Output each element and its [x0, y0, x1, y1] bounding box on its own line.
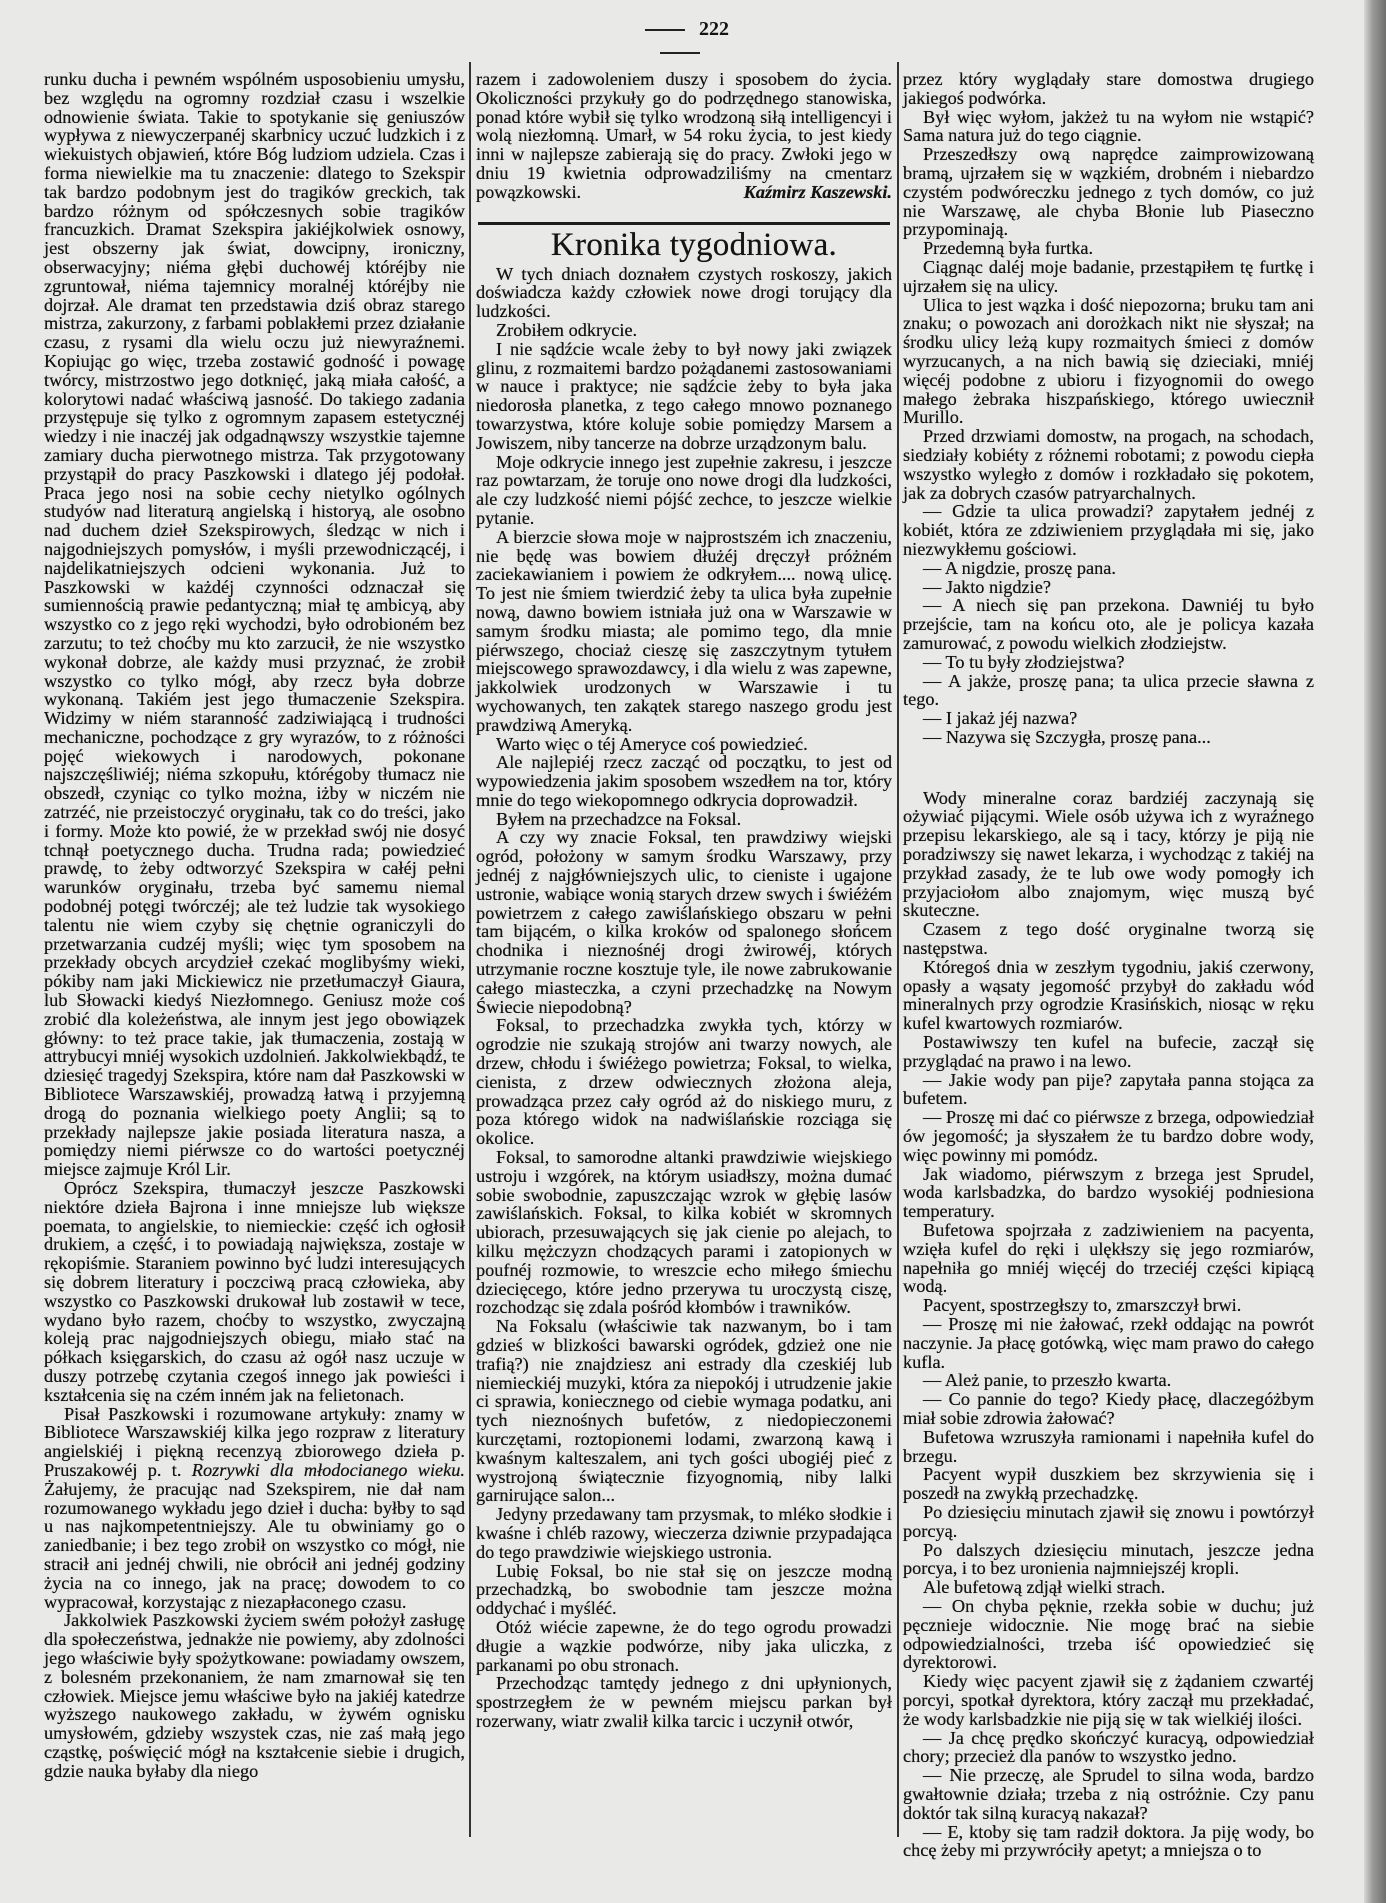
column-3 [903, 70, 1314, 1860]
section-heading: Kronika tygodniowa. [550, 226, 838, 263]
paragraph: Po dalszych dziesięciu minutach, jeszcze jedna porcya, i to bez uronienia najmniejszéj kropli. [903, 1539, 1314, 1579]
paragraph: Czasem z tego dość oryginalne tworzą się następstwa. [903, 919, 1314, 959]
paragraph: Był więc wyłom, jakżeż tu na wyłom nie wstąpić? Sama natura już do tego ciągnie. [903, 106, 1314, 146]
paragraph: Przechodząc tamtędy jednego z dni upłynionych, spostrzegłem że w pewném miejscu parkan był rozerwany, wiatr zwalił kilka tarcic i uczynił otwór, [476, 1673, 892, 1731]
paragraph: — Ależ panie, to przeszło kwarta. [923, 1370, 1172, 1391]
paragraph: — Ja chcę prędko skończyć kuracyą, odpowiedział chory; przecież dla panów to wszystko jedno. [903, 1727, 1314, 1767]
paragraph: — Proszę mi nie żałować, rzekł oddając na powrót naczynie. Ja płacę gotówką, więc mam prawo do całego kufla. [903, 1314, 1314, 1372]
chronicle-text [476, 265, 892, 1731]
paragraph: Foksal, to przechadzka zwykła tych, którzy w ogrodzie nie szukają strojów ani twarzy nowych, ale drzew, chłodu i świéżego powietrza; Foksal, to wielka, cienista, z drzew odwiecznych złożona aleja, prowadząca przez cały ogród aż do niskiego muru, z poza którego widok na nadwiślańskie rozciąga się okolice. [476, 1015, 892, 1149]
mineral-waters-story [903, 789, 1314, 1860]
paragraph: — A jakże, proszę pana; ta ulica przecie sławna z tego. [903, 670, 1314, 710]
paragraph: Jedyny przedawany tam przysmak, to mléko słodkie i kwaśne i chléb razowy, wieczerza dziwnie przypadająca do tego prawdziwie wiejskiego ustronia. [476, 1504, 892, 1562]
paragraph [44, 1405, 465, 1612]
author-signature: Kaźmirz Kaszewski. [743, 181, 892, 202]
page-number: 222 [600, 18, 760, 64]
paragraph: — Jakto nigdzie? [923, 576, 1051, 597]
text: Pisał Paszkowski i rozumowane artykuły: znamy w Bibliotece Warszawskiéj kilka jego rozpraw z literatury angielskiéj i piękną recenzyą zbiorowego dzieła p. Pruszakowéj p. t. [44, 1403, 465, 1480]
paragraph: Przeszedłszy ową naprędce zaimprowizowaną bramą, ujrzałem się w wązkiém, drobném i niebardzo czystém podwóreczku jednego z tych domów, co już nie Warszawę, ale chyba Błonie lub Piaseczno przypominają. [903, 144, 1314, 240]
paragraph: W tych dniach doznałem czystych roskoszy, jakich doświadcza każdy człowiek nowe drogi torujący dla ludzkości. [476, 263, 892, 322]
paragraph: Otóż wiécie zapewne, że do tego ogrodu prowadzi długie a wązkie podwórze, niby jaka uliczka, z parkanami po obu stronach. [476, 1616, 892, 1675]
paragraph: Ciągnąc daléj moje badanie, przestąpiłem tę furtkę i ujrzałem się na ulicy. [903, 256, 1314, 296]
paragraph: Jakkolwiek Paszkowski życiem swém położył zasługę dla społeczeństwa, jednakże nie powiemy, aby zdolności jego właściwie były spożytkowane: powiadamy owszem, z bolesném przekonaniem, że nam zmarnował się ten człowiek. Miejsce jemu właściwe było na jakiéj katedrze wyższego naukowego zakładu, w żywém ognisku umysłowém, gdzieby wszystek czas, nie zaś małą jego cząstkę, poświęcić mógł na kształcenie siebie i drugich, gdzie nauka byłaby dla niego [44, 1610, 465, 1781]
paragraph: Byłem na przechadzce na Foksal. [496, 808, 742, 829]
obituary-ending [476, 70, 892, 202]
column-divider [897, 62, 899, 1837]
paragraph: runku ducha i pewném wspólném usposobieniu umysłu, bez względu na ogromny rozdział czasu i wszelkie odnowienie świata. Takie to spotykanie się geniuszów wypływa z niewyczerpanéj skarbnicy uczuć ludzkich i z wiekuistych objawień, które Bóg ludziom udziela. Czas i forma niewielkie ma tu znaczenie: dlatego to Szekspir tak bardzo podobnym jest do tragików greckich, tak bardzo różnym od spółczesnych sobie tragików francuzkich. Dramat Szekspira jakiéjkolwiek osnowy, jest obszerny jak świat, dowcipny, ironiczny, obserwacyjny; niéma głębi duchowéj któréjby nie zgruntował, niéma tajemnicy moralnéj któréjby nie dojrzał. Ale dramat ten przedstawia dziś obraz starego mistrza, zakurzony, z farbami poblakłemi przez działanie czasu, z rysami dla wielu oczu już niewyraźnemi. Kopiując go więc, trzeba zostawić godność i powagę twórcy, mistrzostwo jego dotknięć, jaką miała całość, a kolorytowi nadać właściwą jasność. Do takiego zadania przystępuje się tylko z ogromnym zapasem estetycznéj wiedzy i nie inaczéj jak odgadnąwszy wszystkie tajemne zamiary ducha pierwotnego mistrza. Tak przygotowany przystąpił do pracy Paszkowski i dlatego jéj podołał. Praca jego nosi na sobie cechy nietylko ogólnych studyów nad literaturą angielską i historyą, ale osobno nad duchem dzieł Szekspirowych, śledząc w nich i najgodniejszych pomysłów, i myśli przewodniczącéj, i najdelikatniejszych odcieni wykonania. Już to Paszkowski w każdéj czynności odznaczał się sumiennością prawie pedantyczną; miał tę ambicyą, aby wszystko co z jego ręki wychodzi, było odrobioném bez zarzutu; to też choćby mu kto zarzucił, że nie wszystko wykonał dobrze, ale każdy musi przyznać, że zrobił wszystko co tylko mógł, aby rzecz była dobrze wykonaną. Takiém jest jego tłumaczenie Szekspira. Widzimy w niém staranność zadziwiającą i trudności mechaniczne, pochodzące z gry wyrazów, to z różności pojęć wiekowych i narodowych, pokonane najszczęśliwiéj; niéma szkopułu, którégoby tłumacz nie obszedł, czyniąc co tylko można, iżby w niczém nie zatrzéć, nie przeistoczyć oryginału, tak co do treści, jako i formy. Może kto powié, że w przekład swój nie dosyć tchnął poetycznego ducha. Trudna rada; powiedzieć prawdę, to żeby odtworzyć Szekspira w całéj pełni warunków oryginału, trzeba być samemu niemal podobnéj potęgi twórczéj; ale też ludzie tak wysokiego talentu nie wiem czyby się chętnie ograniczyli do przetwarzania cudzéj myśli; więc tym sposobem na przekłady obcych arcydzieł czekać moglibyśmy wieki, pókiby nam jaki Mickiewicz nie przetłumaczył Giaura, lub Słowacki kiedyś Niezłomnego. Geniusz może coś zrobić dla koleżeństwa, ale innym jest jego obowiązek główny: to też prace takie, jak tłumaczenia, zostają w attrybucyi mniéj wysokich uzdolnień. Jakkolwiekbądź, te dziesięć tragedyj Szekspira, które nam dał Paszkowski w Bibliotece Warszawskiéj, prowadzą łatwą i przyjemną drogą do poznania wielkiego poety Anglii; są to przekłady najlepsze jakie posiada literatura nasza, a pomiędzy niemi piérwsze co do wartości poetycznéj miejsce zajmuje Król Lir. [44, 69, 465, 1180]
column-divider [469, 62, 471, 1837]
paragraph: — A niech się pan przekona. Dawniéj tu było przejście, tam na końcu oto, ale je policya kazała zamurować, z powodu wielkich złodziejstw. [903, 595, 1314, 653]
paragraph: Oprócz Szekspira, tłumaczył jeszcze Paszkowski niektóre dzieła Bajrona i inne mniejsze lub większe poemata, to angielskie, to niemieckie: część ich ogłosił drukiem, a część, i to powiadają największa, zostaje w rękopiśmie. Staraniem powinno być ludzi interesujących się dobrem literatury i poczciwą pracą człowieka, aby wszystko co Paszkowski drukował lub zostawił w tece, wydano było razem, choćby to wszystko, zwyczajną koleją prac najgodniejszych obiegu, miało stać na półkach księgarskich, do czasu aż ogół nasz uczuje w duszy potrzebę czytania czegoś innego jak powieści i kształcenia się na czém inném jak na felietonach. [44, 1178, 465, 1405]
paragraph: Jak wiadomo, piérwszym z brzega jest Sprudel, woda karlsbadzka, do bardzo wysokiéj podniesiona temperatury. [903, 1163, 1314, 1222]
paragraph: — E, ktoby się tam radził doktora. Ja piję wody, bo chcę żeby mi przywróciły apetyt; a mniejsza o to [903, 1821, 1314, 1861]
column-1 [44, 70, 465, 1781]
paragraph: Wody mineralne coraz bardziéj zaczynają się ożywiać pijącymi. Wiele osób używa ich z wyraźnego przepisu lekarskiego, ale są i tacy, którzy je piją nie poradziwszy się nawet lekarza, i wychodząc z takiéj na przykład zasady, że te lub owe wody pomogły ich przyjaciołom albo znajomym, więc muszą być skuteczne. [903, 787, 1314, 921]
paragraph: Przed drzwiami domostw, na progach, na schodach, siedziały kobiéty z różnemi robotami; z powodu ciepła wszystko wyległo z domów i rozkładało się pokotem, jak za dobrych czasów patryarchalnych. [903, 426, 1314, 503]
paragraph: Bufetowa wzruszyła ramionami i napełniła kufel do brzegu. [903, 1426, 1314, 1466]
paragraph: — Nazywa się Szczygła, proszę pana... [923, 726, 1211, 747]
paragraph: Ale bufetową zdjął wielki strach. [923, 1577, 1166, 1598]
paragraph: — Gdzie ta ulica prowadzi? zapytałem jednéj z kobiét, która ze zdziwieniem przyglądała mi się, jako niezwykłemu gościowi. [903, 501, 1314, 559]
page-edge-shadow [1364, 0, 1386, 1903]
paragraph: — Jakie wody pan pije? zapytała panna stojąca za bufetem. [903, 1069, 1314, 1109]
text: razem i zadowoleniem duszy i sposobem do życia. Okoliczności przykuły go do podrzędnego stanowiska, ponad które wybił się tylko wrodzoną siłą intelligencyi i wolą niezłomną. Umarł, w 54 roku życia, to jest kiedy inni w najlepsze zabierają się do pracy. Zwłoki jego w dniu 19 kwietnia odprowadziliśmy na cmentarz powązkowski. [476, 69, 892, 202]
paragraph: Pacyent wypił duszkiem bez skrzywienia się i poszedł na zwykłą przechadzkę. [903, 1464, 1314, 1504]
paragraph: — Nie przeczę, ale Sprudel to silna woda, bardzo gwałtownie działa; trzeba z nią ostróżnie. Czy panu doktór tak silną kuracyą nakazał? [903, 1765, 1314, 1823]
paragraph: Na Foksalu (właściwie tak nazwanym, bo i tam gdzieś w blizkości bawarski ogródek, gdzież one nie trafią?) nie znajdziesz ani estrady dla czeskiéj lub niemieckiéj muzyki, która za niepokój i utrudzenie jakie ci sprawia, koniecznego od ciebie wymaga podatku, ani tych nieznośnych bufetów, z niedopieczonemi kurczętami, roztopionemi lodami, zwarzoną kawą i kwaśnym kalteszalem, ani tych gości ubogiéj pieć z wystrojoną świątecznie fizyognomią, niby lalki garnirujące salon... [476, 1316, 892, 1506]
paragraph: Któregoś dnia w zeszłym tygodniu, jakiś czerwony, opasły a wąsaty jegomość przybył do zakładu wód mineralnych przy ogrodzie Krasińskich, niosąc w ręku kufel kwartowych rozmiarów. [903, 956, 1314, 1034]
paragraph: przez który wyglądały stare domostwa drugiego jakiegoś podwórka. [903, 69, 1314, 108]
paragraph: — Proszę mi dać co piérwsze z brzega, odpowiedział ów jegomość; ja słyszałem że tu bardzo dobre wody, więc powinny mi pomódz. [903, 1107, 1314, 1165]
paragraph: Zrobiłem odkrycie. [496, 319, 638, 340]
paragraph: Moje odkrycie innego jest zupełnie zakresu, i jeszcze raz powtarzam, że toruje ono nowe drogi dla ludzkości, ale czy ludzkość niemi pójść zechce, to jeszcze wielkie pytanie. [476, 451, 892, 528]
text: Żałujemy, że pracując nad Szekspirem, nie dał nam rozumowanego wykładu jego dzieł i ducha: byłby to sąd u nas najkompetentniejszy. Ale tu obwiniamy go o zaniedbanie; i bez tego zrobił on wszystko co mógł, nie stracił ani jednéj chwili, nie obrócił ani jednéj godziny życia na co innego, jak na pracę; dowodem to co wypracował, korzystając z niezapłaconego czasu. [44, 1478, 465, 1612]
column-2 [476, 70, 892, 1731]
paragraph: Foksal, to samorodne altanki prawdziwie wiejskiego ustroju i wzgórek, na którym usiadłszy, można dumać sobie swobodnie, zapuszczając wzrok w głębię lasów zawiślańskich. Foksal, to kilka kobiét w skromnych ubiorach, przesuwających się jak cienie po alejach, to kilku mężczyzn chodzących parami i zatopionych w poufnéj rozmowie, to wreszcie echo miłego śmiechu dziecięcego, które jedno przerywa tu uroczystą ciszę, rozchodząc się zdala pośród kłombów i trawników. [476, 1147, 892, 1318]
paragraph: Kiedy więc pacyent zjawił się z żądaniem czwartéj porcyi, spotkał dyrektora, który zaczął mu przekładać, że wody karlsbadzkie nie piją się w tak wielkiéj ilości. [903, 1671, 1314, 1729]
paragraph: Lubię Foksal, bo nie stał się on jeszcze modną przechadzką, bo swobodnie tam jeszcze można oddychać i myśléć. [476, 1560, 892, 1619]
book-title: Rozrywki dla młodocianego wieku. [191, 1459, 465, 1480]
paragraph: — To tu były złodziejstwa? [923, 651, 1125, 672]
paragraph: Po dziesięciu minutach zjawił się znowu i powtórzył porcyą. [903, 1501, 1314, 1541]
paragraph: Postawiwszy ten kufel na bufecie, zaczął się przyglądać na prawo i na lewo. [903, 1032, 1314, 1071]
paragraph: I nie sądźcie wcale żeby to był nowy jaki związek glinu, z rozmaitemi bardzo pożądanemi zastosowaniami w nauce i praktyce; nie sądźcie żeby to była jaka niedorosła planetka, z tego całego mnowo poznanego towarzystwa, które koluje sobie pomiędzy Marsem a Jowiszem, niby tancerze na dobrze urządzonym balu. [476, 338, 892, 453]
paragraph: Ulica to jest wązka i dość niepozorna; bruku tam ani znaku; o powozach ani dorożkach nikt nie słyszał; na środku ulicy leżą kupy rozmaitych śmieci z domów wyrzucanych, a na nich bawią się dzieciaki, mniéj więcéj podobne z ubioru i fizyognomii do owego małego żebraka hiszpańskiego, którego uwiecznił Murillo. [903, 294, 1314, 428]
paragraph: — Co pannie do tego? Kiedy płacę, dlaczegóżbym miał sobie zdrowia żałować? [903, 1389, 1314, 1428]
paragraph: — A nigdzie, proszę pana. [923, 557, 1116, 578]
paragraph: Ale najlepiéj rzecz zacząć od początku, to jest od wypowiedzenia jakim sposobem wszedłem na tor, który mnie do tego wiekopomnego odkrycia doprowadził. [476, 752, 892, 810]
paragraph: — On chyba pęknie, rzekła sobie w duchu; już pęcznieje widocznie. Nie mogę brać na siebie odpowiedzialności, trzeba iść opowiedzieć się dyrektorowi. [903, 1595, 1314, 1673]
street-story [903, 70, 1314, 747]
paragraph: Warto więc o téj Ameryce coś powiedzieć. [496, 733, 808, 754]
paragraph: A bierzcie słowa moje w najprostszém ich znaczeniu, nie będę was bowiem dłużéj dręczył próżném zaciekawianiem i powiem że odkryłem.... nową ulicę. To jest nie śmiem twierdzić żeby ta ulica była zupełnie nową, dawno bowiem istniała już ona w Warszawie w samym środku miasta; ale pomimo tego, dla mnie piérwszego, chociaż cieszę się zaszczytnym tytułem miejscowego sprawozdawcy, i dla wielu z was zapewne, jakkolwiek urodzonych w Warszawie i tu wychowanych, ten zakątek starego naszego grodu jest prawdziwą Ameryką. [476, 526, 892, 735]
paragraph: Bufetowa spojrzała z zadziwieniem na pacyenta, wzięła kufel do ręki i ulękłszy się jego rozmiarów, napełniła go mniéj więcéj do trzeciéj części kipiącą wodą. [903, 1220, 1314, 1297]
paragraph: Pacyent, spostrzegłszy to, zmarszczył brwi. [923, 1295, 1242, 1316]
paragraph: A czy wy znacie Foksal, ten prawdziwy wiejski ogród, położony w samym środku Warszawy, przy jednéj z najgłówniejszych ulic, to cieniste i ugajone ustronie, wabiące wonią starych drzew swych i świéżém powietrzem z całego zawiślańskiego obszaru w pełni tam bijącém, o kilka kroków od spalonego słońcem chodnika i nieznośnéj drogi żwirowéj, których utrzymanie roczne kosztuje tyle, ile nowe zabrukowanie całego miasteczka, a czyni przechadzkę na Nowym Świecie niepodobną? [476, 827, 892, 1017]
paragraph: Przedemną była furtka. [923, 238, 1094, 259]
paragraph: — I jakaż jéj nazwa? [923, 708, 1078, 729]
